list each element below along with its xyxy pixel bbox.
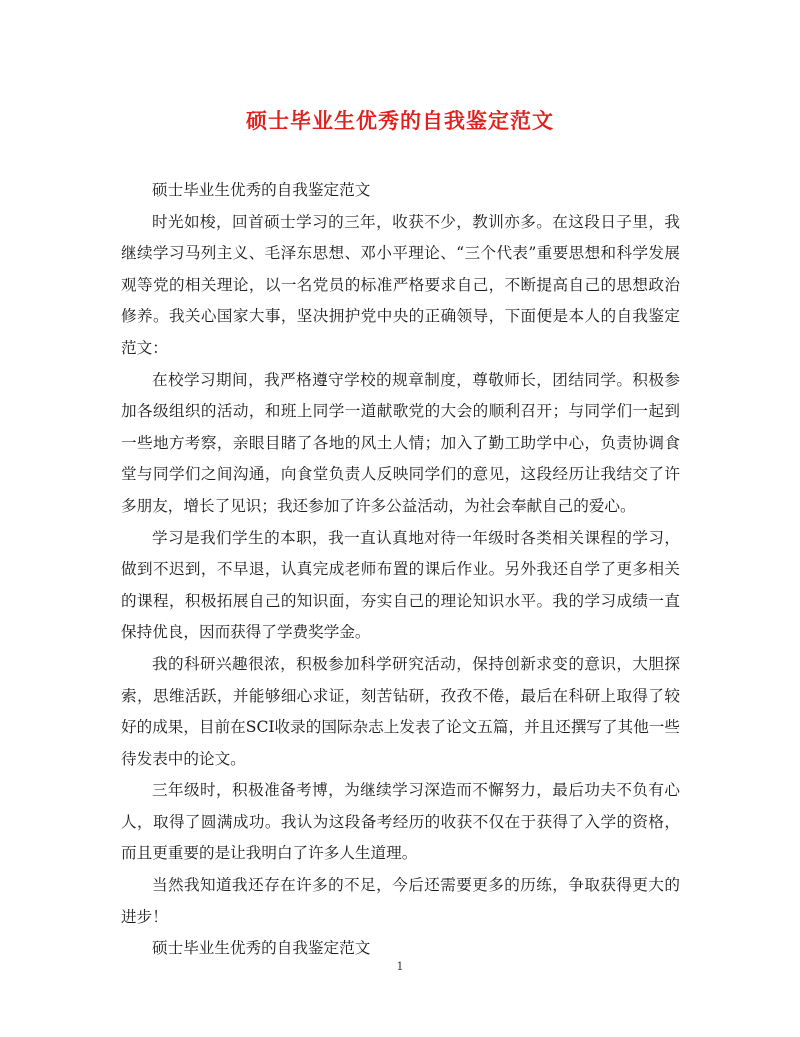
document-title: 硕士毕业生优秀的自我鉴定范文 [246,108,554,133]
paragraph: 我的科研兴趣很浓，积极参加科学研究活动，保持创新求变的意识，大胆探索，思维活跃，并能够细心求证，刻苦钻研，孜孜不倦，最后在科研上取得了较好的成果，目前在SCI收录的国际杂志上发表了论文五篇，并且还撰写了其他一些待发表中的论文。 [121,654,680,768]
paragraph: 硕士毕业生优秀的自我鉴定范文 [152,181,371,199]
paragraph: 三年级时，积极准备考博，为继续学习深造而不懈努力，最后功夫不负有心人，取得了圆满成功。我认为这段备考经历的收获不仅在于获得了入学的资格，而且更重要的是让我明白了许多人生道理。 [121,781,680,863]
paragraph: 当然我知道我还存在许多的不足，今后还需要更多的历练，争取获得更大的进步！ [121,876,680,926]
paragraph: 时光如梭，回首硕士学习的三年，收获不少，教训亦多。在这段日子里，我继续学习马列主义、毛泽东思想、邓小平理论、“三个代表”重要思想和科学发展观等党的相关理论，以一名党员的标准严格要求自己，不断提高自己的思想政治修养。我关心国家大事，坚决拥护党中央的正确领导，下面便是本人的自我鉴定范文： [121,212,680,357]
document-body [121,175,680,965]
page-number: 1 [396,960,404,973]
paragraph: 学习是我们学生的本职，我一直认真地对待一年级时各类相关课程的学习，做到不迟到，不早退，认真完成老师布置的课后作业。另外我还自学了更多相关的课程，积极拓展自己的知识面，夯实自己的理论知识水平。我的学习成绩一直保持优良，因而获得了学费奖学金。 [121,528,680,642]
paragraph: 硕士毕业生优秀的自我鉴定范文 [152,939,371,958]
paragraph: 在校学习期间，我严格遵守学校的规章制度，尊敬师长，团结同学。积极参加各级组织的活动，和班上同学一道献歌党的大会的顺利召开；与同学们一起到一些地方考察，亲眼目睹了各地的风土人情；加入了勤工助学中心，负责协调食堂与同学们之间沟通，向食堂负责人反映同学们的意见，这段经历让我结交了许多朋友，增长了见识；我还参加了许多公益活动，为社会奉献自己的爱心。 [121,370,680,515]
